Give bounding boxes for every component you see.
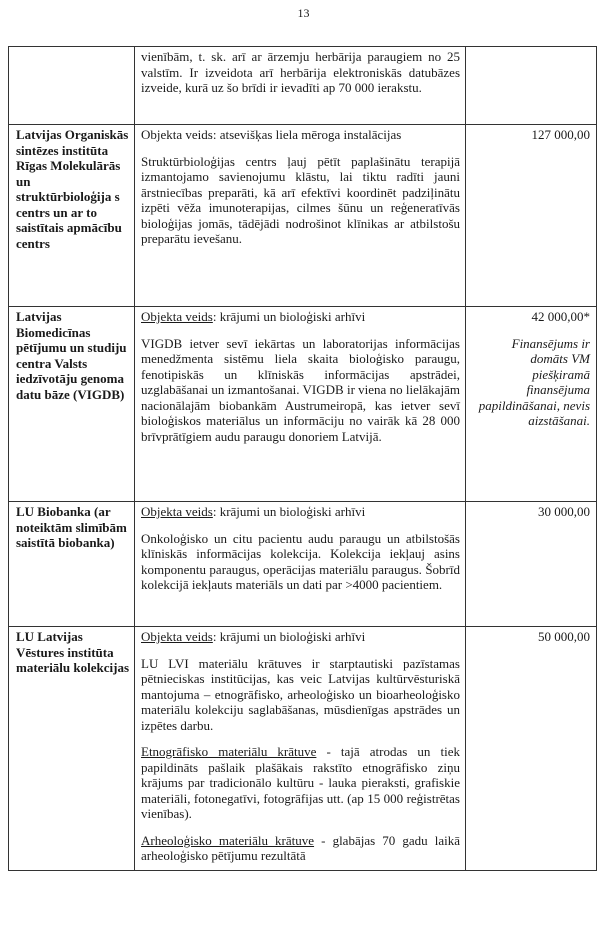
amount-value: 50 000,00 — [538, 629, 590, 644]
description-paragraph: Struktūrbioloģijas centrs ļauj pētīt paplašinātu terapijā izmantojamo savienojumu klāstu, lai tiktu radīti jauni ārstniecības preparāti, kā arī efektīvi koordinēt padziļinātu izpēti vēža imunoterapijas, cilmes šūnu un reģeneratīvās bioloģijas jomās, tādējādi nodrošinot klīnikas ar atbilstošu preparātu ievešanu. — [141, 153, 460, 246]
object-type-value: : krājumi un bioloģiski arhīvi — [212, 504, 366, 519]
section-title: Arheoloģisko materiālu krātuve — [141, 832, 315, 848]
amount-cell — [466, 627, 597, 871]
section-title: Etnogrāfisko materiālu krātuve — [141, 744, 317, 759]
description-paragraph: Onkoloģisko un citu pacientu audu paraugu un atbilstošās klīniskās informācijas kolekcija. Kolekcija iekļauj asins komponentu paraugus, operācijas materiālu paraugus. Šobrīd kolekcijā iekļauts materiāls un dati par >4000 pacientiem. — [141, 530, 460, 592]
object-type-value: atsevišķas liela mēroga instalācijas — [216, 127, 402, 142]
object-type-line — [141, 127, 460, 143]
object-name-cell: LU Biobanka (ar noteiktām slimībām saistītā biobanka) — [9, 502, 135, 627]
object-name-cell: Latvijas Organiskās sintēzes institūta Rīgas Molekulārās un struktūrbioloģija s centrs un ar to saistītais apmācību centrs — [9, 125, 135, 307]
collection-section — [141, 833, 460, 864]
amount-cell — [466, 502, 597, 627]
amount-cell — [466, 47, 597, 125]
amount-value: 30 000,00 — [538, 504, 590, 519]
description-cell — [135, 307, 466, 502]
object-type-line — [141, 629, 460, 645]
object-type-value: : krājumi un bioloģiski arhīvi — [212, 629, 366, 644]
table-row — [9, 307, 597, 502]
collection-section — [141, 744, 460, 822]
object-type-value: : krājumi un bioloģiski arhīvi — [212, 309, 366, 324]
description-cell — [135, 47, 466, 125]
object-name-cell — [9, 47, 135, 125]
amount-value: 42 000,00* — [531, 309, 590, 324]
table-row — [9, 627, 597, 871]
description-paragraph: vienībām, t. sk. arī ar ārzemju herbārija paraugiem no 25 valstīm. Ir izveidota arī herbārija elektroniskās datubāzes izveide, kurā uz šo brīdi ir ievadīti ap 70 000 ierakstu. — [141, 49, 460, 95]
section-text: - glabājas 70 gadu laikā arheoloģisko pētījumu rezultātā — [141, 832, 460, 863]
description-paragraph: VIGDB ietver sevī iekārtas un laboratorijas informācijas menedžmenta sistēmu liela skaita bioloģisko paraugu, fenotipiskās un klīniskās informācijas apstrādei, uzglabāšanai un izmantošanai. VIGDB ir viena no lielākajām nacionālajām biobankām Austrumeiropā, kas ietver sevī bioloģiskos materiālus un informāciju no vairāk kā 28 000 brīvprātīgiem audu paraugu donoriem Latvijā. — [141, 335, 460, 444]
table-row — [9, 502, 597, 627]
amount-cell — [466, 307, 597, 502]
section-text: - tajā atrodas un tiek papildināts pašlaik plašākais rakstīto etnogrāfisko ziņu krājums par tradicionālo kultūru - lauka pieraksti, grafiskie materiāli, fotonegatīvi, fotogrāfijas utt. (ap 15 000 reģistrētas vienības). — [141, 744, 460, 821]
amount-value: 127 000,00 — [531, 127, 590, 142]
page-number: 13 — [297, 6, 310, 20]
amount-cell — [466, 125, 597, 307]
object-type-label: Objekta veids — [141, 504, 213, 519]
object-name-cell: LU Latvijas Vēstures institūta materiālu kolekcijas — [9, 627, 135, 871]
object-type-line — [141, 309, 460, 325]
object-type-line — [141, 504, 460, 520]
object-type-label: Objekta veids: — [141, 127, 217, 142]
table-row — [9, 47, 597, 125]
object-type-label: Objekta veids — [141, 309, 213, 324]
table-row — [9, 125, 597, 307]
description-cell — [135, 502, 466, 627]
infrastructure-table — [8, 46, 597, 871]
funding-note: Finansējums ir domāts VM piešķiramā finansējuma papildināšanai, nevis aizstāšanai. — [478, 335, 590, 428]
description-cell — [135, 125, 466, 307]
description-paragraph: LU LVI materiālu krātuves ir starptautiski pazīstamas pētnieciskas institūcijas, kas veic Latvijas kultūrvēsturiskā mantojuma – etnogrāfisko, arheoloģisko un bioarheoloģisko materiālu kolekciju saglabāšanas, mūsdienīgas apstrādes un izpētes darbu. — [141, 655, 460, 733]
object-name-cell: Latvijas Biomedicīnas pētījumu un studiju centra Valsts iedzīvotāju genoma datu bāze (VIGDB) — [9, 307, 135, 502]
object-type-label: Objekta veids — [141, 629, 213, 644]
description-cell — [135, 627, 466, 871]
